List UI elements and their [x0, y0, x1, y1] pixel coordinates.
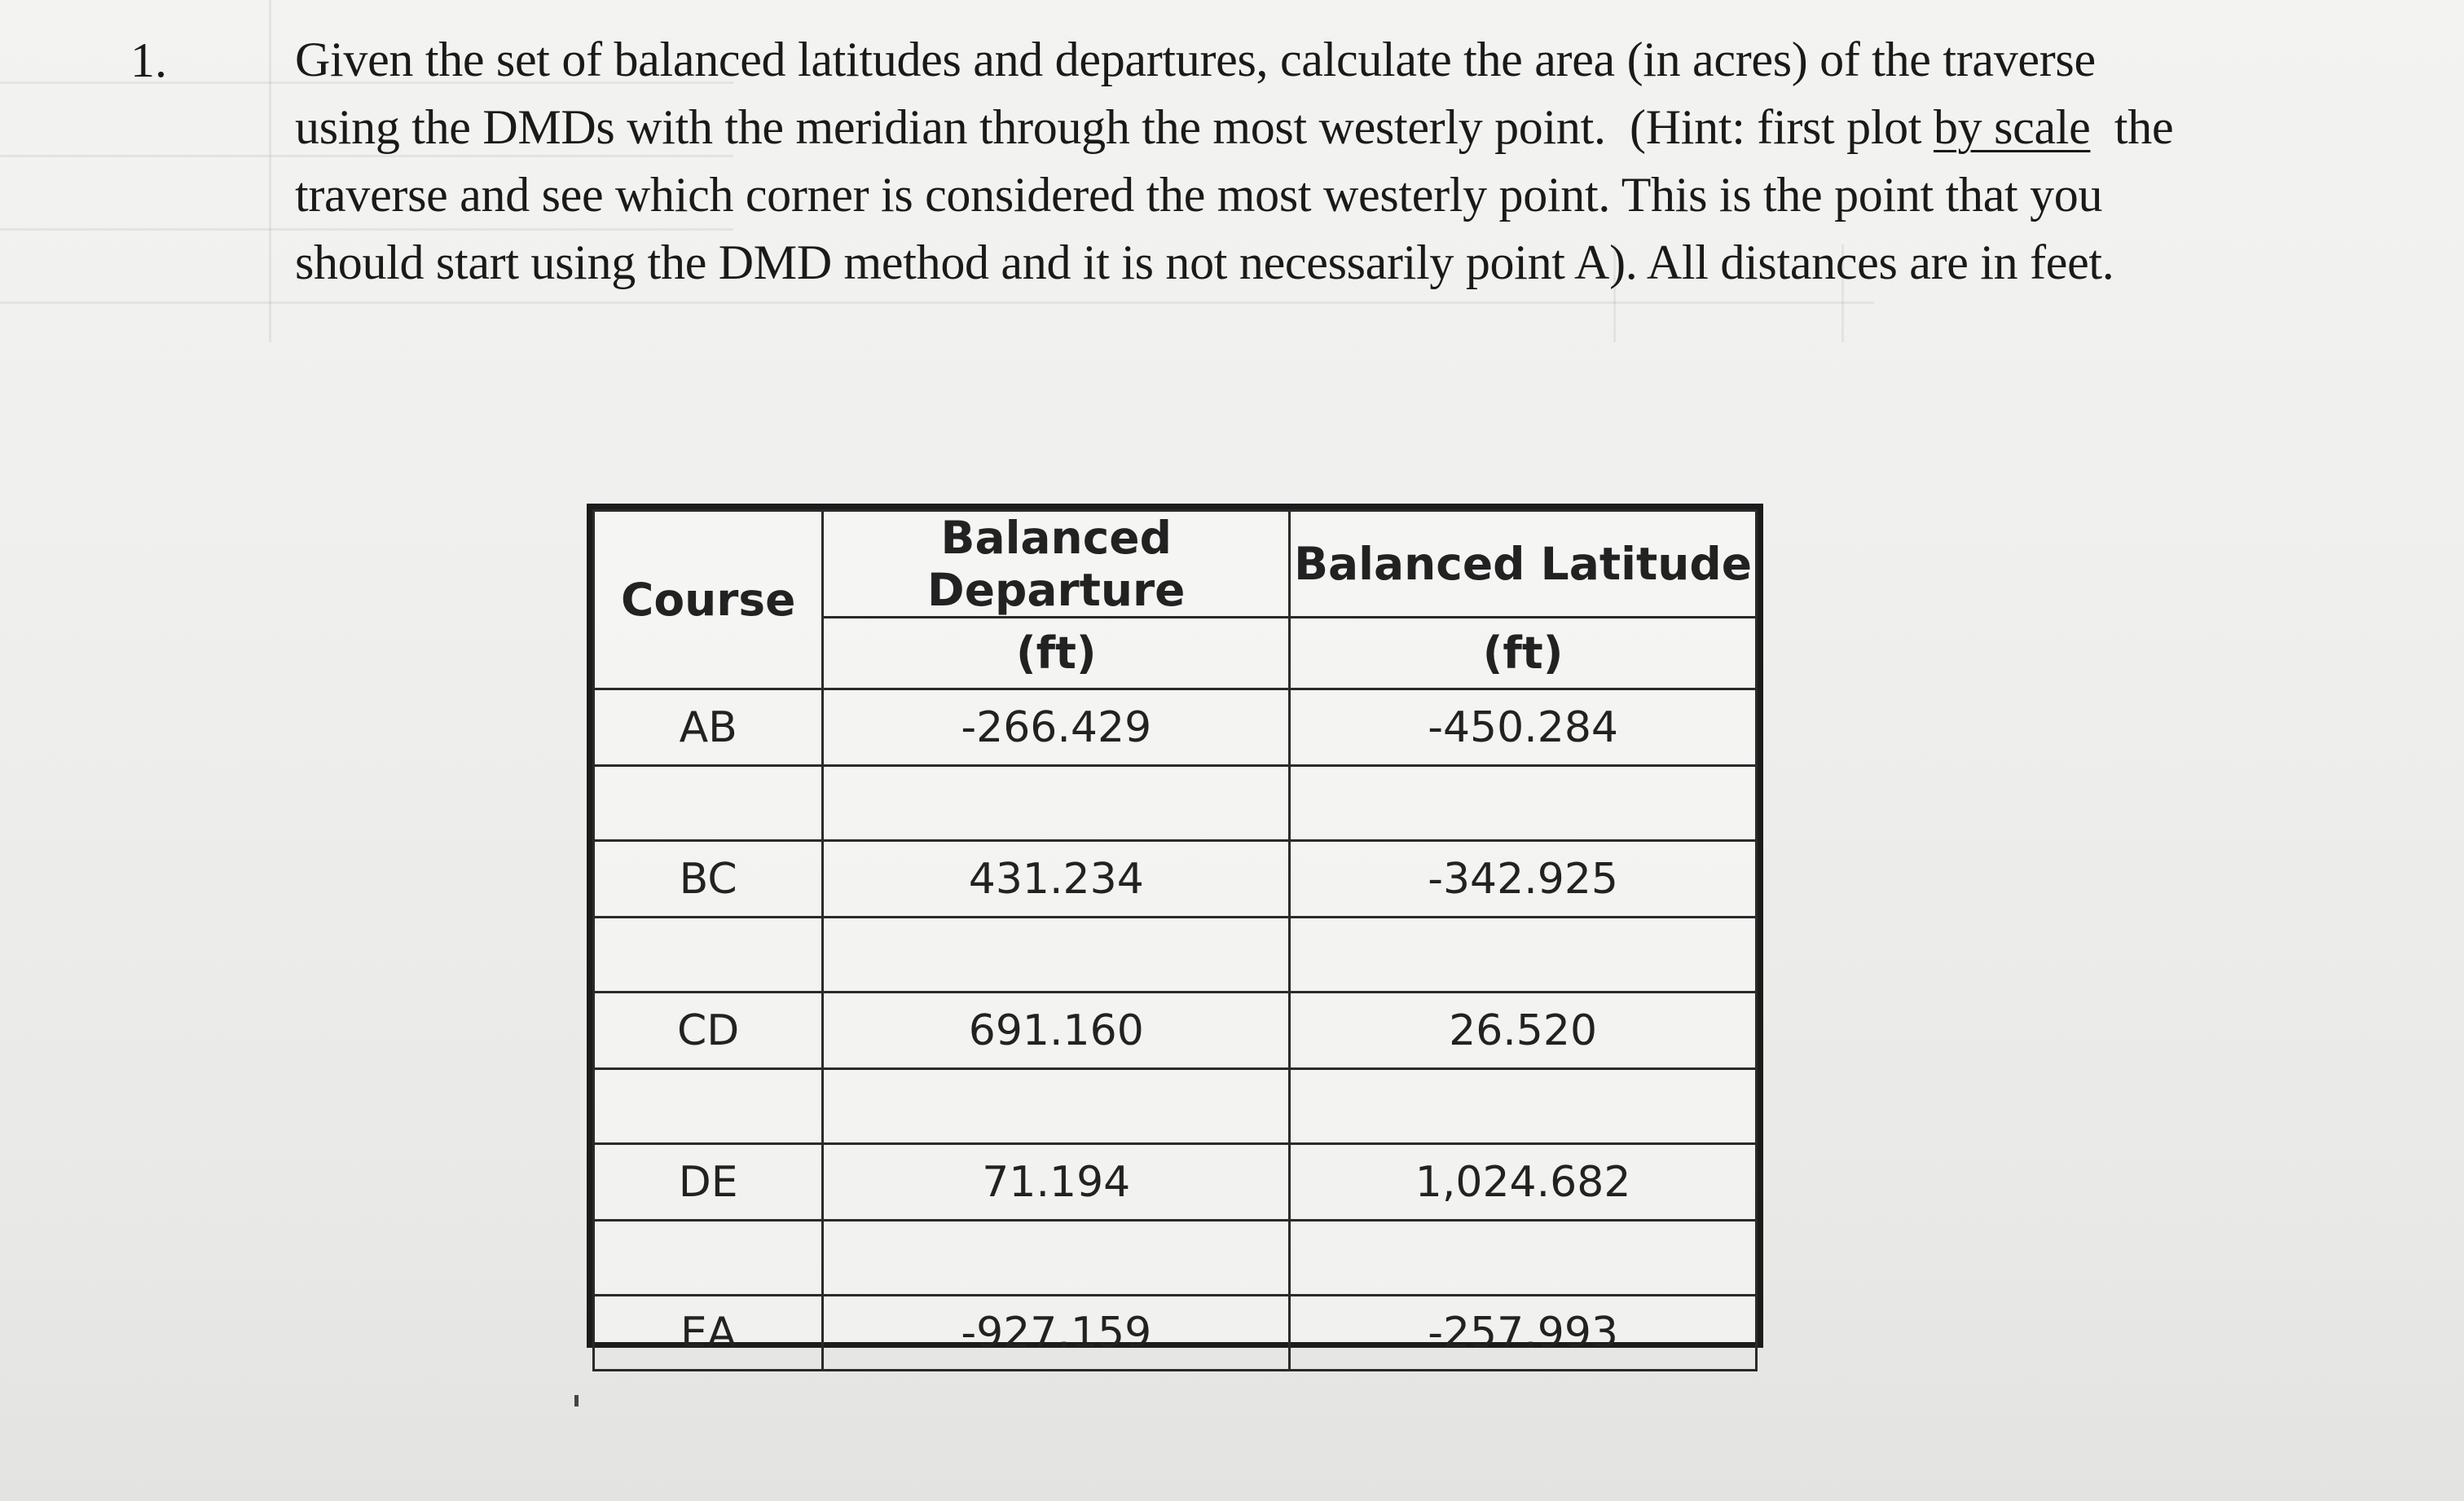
latitude-cell: 1,024.682 [1290, 1144, 1757, 1221]
problem-line-2-end: the [2090, 100, 2174, 154]
blank-row [594, 1069, 1757, 1144]
problem-line-2-start: using the DMDs with the meridian through the most westerly point. (Hint: first plot [295, 100, 1934, 154]
departure-cell: -927.159 [823, 1296, 1290, 1371]
departure-cell: 691.160 [823, 993, 1290, 1069]
course-column-header: Course [594, 511, 823, 689]
departure-unit: (ft) [823, 618, 1290, 689]
table-header-row [594, 511, 1757, 618]
departure-cell: 71.194 [823, 1144, 1290, 1221]
latitude-column-header: Balanced Latitude [1290, 511, 1757, 618]
course-cell: AB [594, 689, 823, 766]
table-row [594, 689, 1757, 766]
problem-line-4: should start using the DMD method and it is not necessarily point A). All distances are in feet. [295, 235, 2114, 289]
departure-column-header: Balanced Departure [823, 511, 1290, 618]
latitude-cell: 26.520 [1290, 993, 1757, 1069]
problem-line-1: Given the set of balanced latitudes and departures, calculate the area (in acres) of the traverse [295, 33, 2096, 86]
latitude-cell: -342.925 [1290, 841, 1757, 918]
pen-mark [574, 1395, 579, 1406]
latitude-unit: (ft) [1290, 618, 1757, 689]
blank-row [594, 1221, 1757, 1296]
departure-cell: -266.429 [823, 689, 1290, 766]
table-row [594, 993, 1757, 1069]
latitude-cell: -257.993 [1290, 1296, 1757, 1371]
blank-row [594, 918, 1757, 993]
course-cell: BC [594, 841, 823, 918]
problem-line-3: traverse and see which corner is considered the most westerly point. This is the point that you [295, 168, 2103, 222]
table-row [594, 841, 1757, 918]
latitudes-departures-table [592, 509, 1758, 1371]
traverse-table [587, 504, 1763, 1358]
blank-row [594, 766, 1757, 841]
course-cell: CD [594, 993, 823, 1069]
by-scale-emphasis: by scale [1933, 100, 2091, 154]
table-row [594, 1296, 1757, 1371]
problem-number: 1. [130, 33, 167, 87]
problem-line-2 [295, 94, 2464, 161]
course-cell: DE [594, 1144, 823, 1221]
bleed-through-line [0, 302, 1874, 304]
table-row [594, 1144, 1757, 1221]
latitude-cell: -450.284 [1290, 689, 1757, 766]
departure-cell: 431.234 [823, 841, 1290, 918]
problem-text [295, 26, 2464, 297]
course-cell: EA [594, 1296, 823, 1371]
